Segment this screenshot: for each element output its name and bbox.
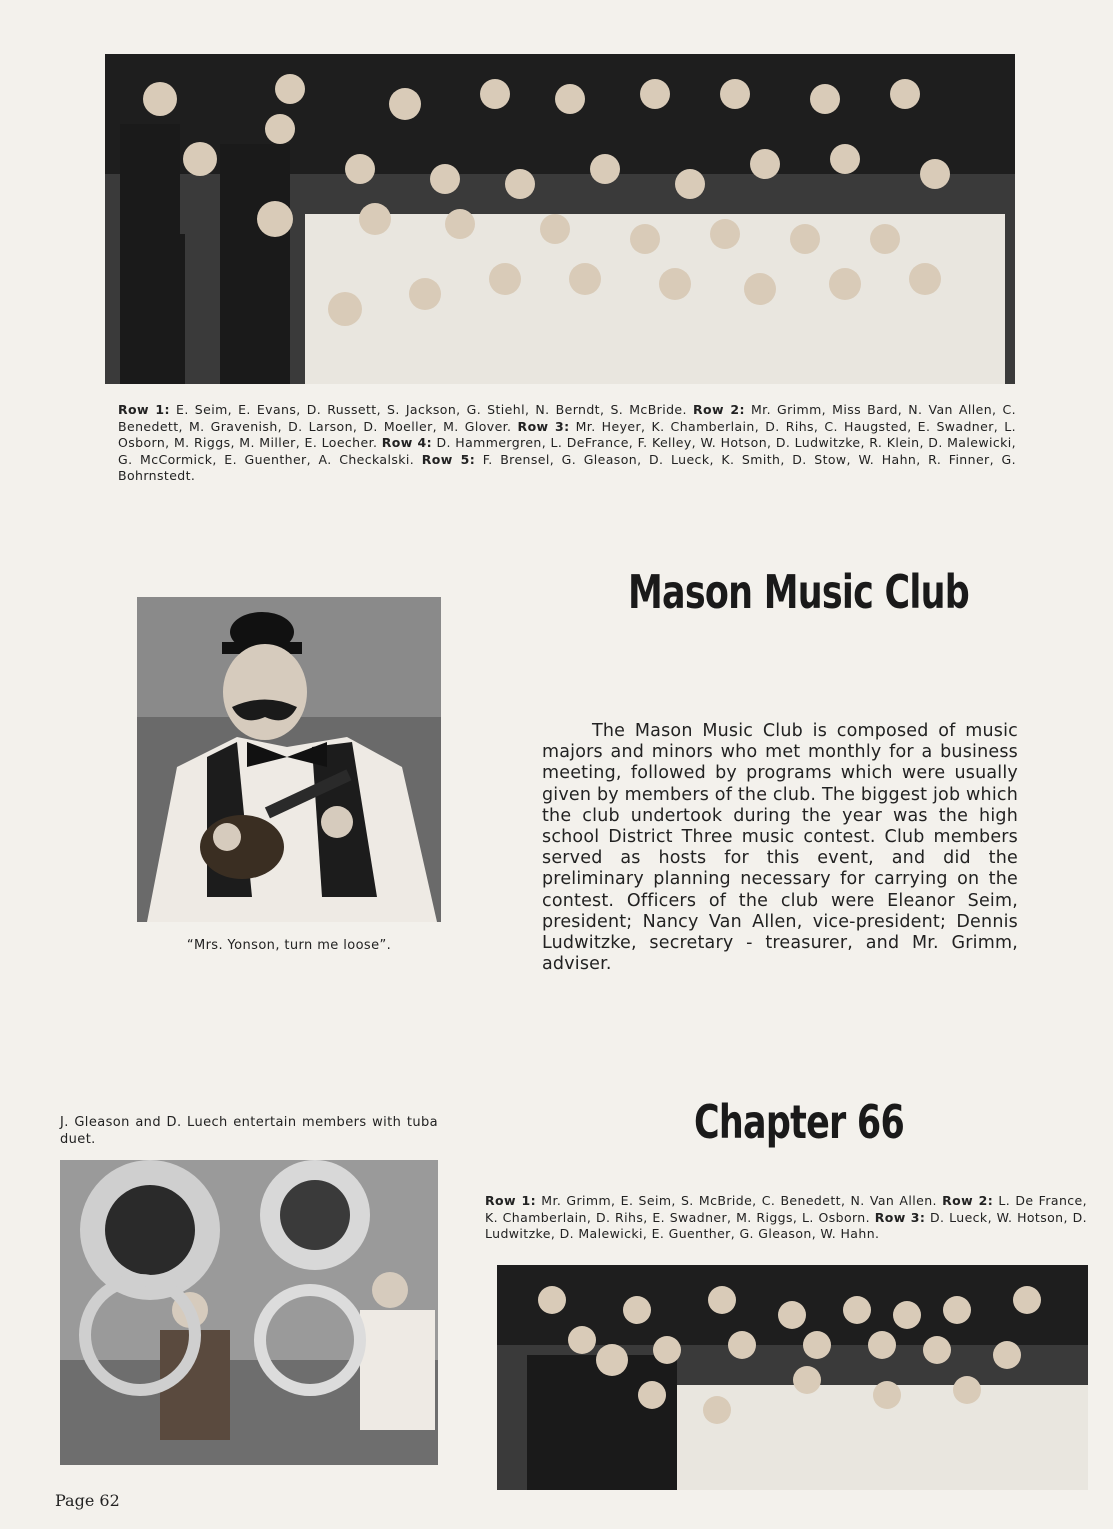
caption-row-1: Row 1: E. Seim, E. Evans, D. Russett, S. Jackson, G. Stiehl, N. Berndt, S. McBride.	[118, 402, 693, 417]
chapter-66-caption	[485, 1193, 1087, 1243]
tuba-duet-photo	[60, 1160, 438, 1465]
mason-music-club-description: The Mason Music Club is composed of music majors and minors who met monthly for a business meeting, followed by programs which were usually given by members of the club. The biggest job which the club undertook during the year was the high school District Three music contest. Club members served as hosts for this event, and did the preliminary planning necessary for carrying on the contest. Officers of the club were Eleanor Seim, president; Nancy Van Allen, vice-president; Dennis Ludwitzke, secretary - treasurer, and Mr. Grimm, adviser.	[542, 721, 1018, 975]
section-title-mason-music-club: Mason Music Club	[628, 565, 970, 619]
group-photo-chapter-66	[497, 1265, 1088, 1490]
top-photo-caption	[118, 402, 1016, 485]
ukulele-player-photo	[137, 597, 441, 922]
caption-row-1: Row 1: Mr. Grimm, E. Seim, S. McBride, C. Benedett, N. Van Allen.	[485, 1193, 943, 1208]
group-photo-music-club	[105, 54, 1015, 384]
ukulele-photo-caption: “Mrs. Yonson, turn me loose”.	[186, 938, 392, 953]
caption-row-2: Row 2: Mr. Grimm, Miss Bard, N. Van Allen, C. Benedett, M. Gravenish, D. Larson, D. Moeller, M. Glover.	[118, 402, 1016, 434]
tuba-photo-caption: J. Gleason and D. Luech entertain members with tuba duet.	[60, 1115, 438, 1147]
caption-row-4: Row 4: D. Hammergren, L. DeFrance, F. Kelley, W. Hotson, D. Ludwitzke, R. Klein, D. Malewicki, G. McCormick, E. Guenther, A. Checkalski.	[118, 435, 1016, 467]
caption-row-3: Row 3: Mr. Heyer, K. Chamberlain, D. Rihs, C. Haugsted, E. Swadner, L. Osborn, M. Riggs, M. Miller, E. Loecher.	[118, 418, 1016, 450]
caption-row-5: Row 5: F. Brensel, G. Gleason, D. Lueck, K. Smith, D. Stow, W. Hahn, R. Finner, G. Bohrnstedt.	[118, 451, 1016, 483]
caption-row-3: Row 3: D. Lueck, W. Hotson, D. Ludwitzke, D. Malewicki, E. Guenther, G. Gleason, W. Hahn.	[485, 1209, 1087, 1241]
section-title-chapter-66: Chapter 66	[694, 1095, 905, 1149]
page-number: Page 62	[55, 1491, 120, 1510]
caption-row-2: Row 2: L. De France, K. Chamberlain, D. Rihs, E. Swadner, M. Riggs, L. Osborn.	[485, 1193, 1088, 1225]
